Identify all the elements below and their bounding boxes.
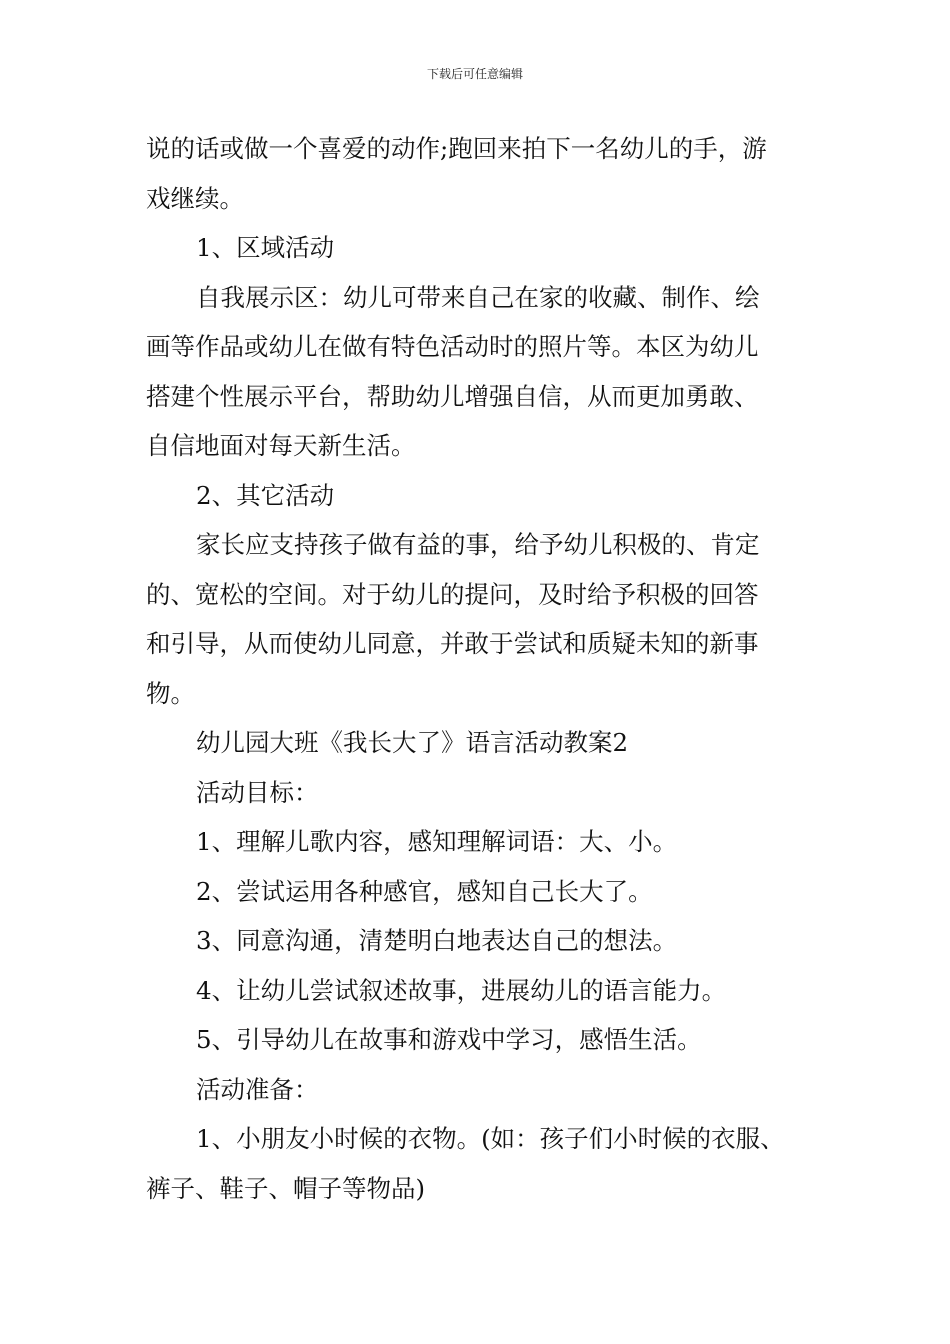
section-heading: 2、其它活动	[196, 480, 335, 510]
text-line: 和引导，从而使幼儿同意，并敢于尝试和质疑未知的新事	[146, 629, 759, 658]
list-item: 4、让幼儿尝试叙述故事，进展幼儿的语言能力。	[196, 975, 727, 1005]
text-line: 自信地面对每天新生活。	[146, 431, 416, 460]
text-line: 物。	[146, 678, 195, 708]
section-heading: 1、区域活动	[196, 233, 335, 262]
list-item: 1、小朋友小时候的衣物。(如：孩子们小时候的衣服、	[196, 1124, 785, 1153]
text-line: 裤子、鞋子、帽子等物品)	[146, 1173, 426, 1203]
text-line: 家长应支持孩子做有益的事，给予幼儿积极的、肯定	[196, 530, 760, 559]
document-body	[146, 124, 826, 1213]
document-title: 幼儿园大班《我长大了》语言活动教案2	[196, 728, 629, 757]
page-header: 下载后可任意编辑	[426, 67, 523, 81]
list-item: 2、尝试运用各种感官，感知自己长大了。	[196, 876, 653, 906]
text-line: 戏继续。	[146, 183, 244, 213]
list-item: 1、理解儿歌内容，感知理解词语：大、小。	[196, 827, 678, 856]
text-line: 的、宽松的空间。对于幼儿的提问，及时给予积极的回答	[146, 579, 759, 609]
section-heading: 活动准备：	[196, 1074, 319, 1104]
text-line: 自我展示区：幼儿可带来自己在家的收藏、制作、绘	[196, 282, 760, 312]
text-line: 画等作品或幼儿在做有特色活动时的照片等。本区为幼儿	[146, 332, 759, 361]
text-line: 搭建个性展示平台，帮助幼儿增强自信，从而更加勇敢、	[146, 381, 759, 411]
section-heading: 活动目标：	[196, 777, 319, 807]
list-item: 3、同意沟通，清楚明白地表达自己的想法。	[196, 926, 678, 955]
list-item: 5、引导幼儿在故事和游戏中学习，感悟生活。	[196, 1025, 702, 1054]
text-line: 说的话或做一个喜爱的动作;跑回来拍下一名幼儿的手，游	[146, 134, 767, 163]
